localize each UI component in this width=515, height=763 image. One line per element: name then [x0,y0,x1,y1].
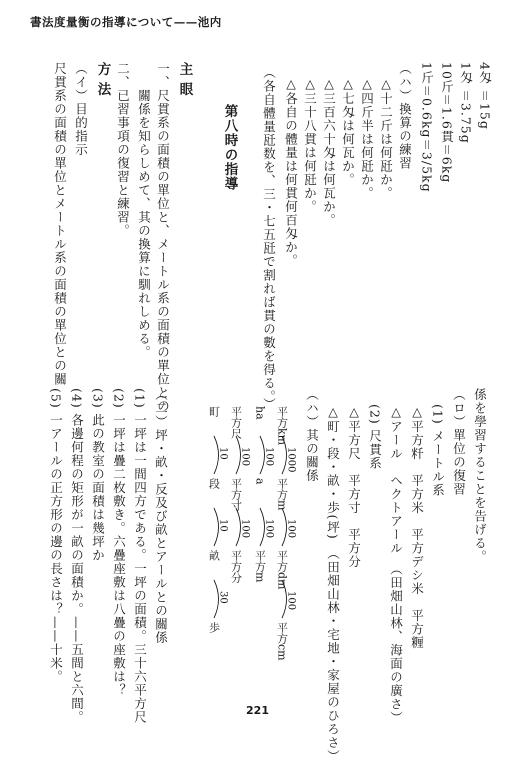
page-number: 221 [246,704,269,717]
diagram-unit-row1-1: 平方m [275,478,289,511]
exercise-5: △三十八貫は何瓩か。 [302,76,318,214]
text-column-1: 4匁 ＝15g [477,62,493,130]
metric-area-units: △アール ヘクトアール （田畑山林、海面の廣さ） [388,404,404,725]
shakkan-land-units: △町・段・畝・歩(坪) （田畑山林・宅地・家屋のひろさ） [325,404,341,763]
diagram-factor-row4-0: 10 [217,447,229,460]
diagram-unit-row4-1: 段 [207,478,221,489]
diagram-unit-row1-2: 平方dm [275,550,289,590]
diagram-factor-row3-0: 100 [239,447,251,467]
diagram-unit-row3-2: 平方分 [229,550,243,583]
running-header: 書法度量衡の指導について——池内 [30,15,222,29]
diagram-unit-row2-0: ha [253,406,267,420]
unit-conversion-diagram [204,400,299,680]
diagram-factor-row4-1: 10 [217,519,229,532]
relation-heading: （ハ）其の關係 [304,388,320,483]
diagram-factor-row4-2: 30 [217,591,229,604]
metric-units: △平方粁 平方米 平方デシ米 平方糎 [409,404,425,650]
diagram-factor-row2-1: 100 [263,519,275,539]
exercise-1: △十二斤は何瓩か。 [378,76,394,200]
diagram-unit-row1-3: 平方cm [275,622,289,661]
diagram-unit-row4-0: 町 [207,406,221,417]
aim-1-cont: 關係を知らしめて、其の換算に馴れしめる。 [136,62,152,359]
purpose-text: 尺貫系の面積の單位とメートル系の面積の單位との關 [52,62,68,386]
aim-1: 一、尺貫系の面積の單位と、メートル系の面積の單位との [155,62,171,413]
diagram-unit-row3-1: 平方寸 [229,478,243,511]
diagram-unit-row2-2: 平方m [253,550,267,583]
diagram-factor-row3-1: 100 [239,519,251,539]
tsubo-5: (5) 一アールの正方形の邊の長さは？——十米。 [48,388,64,684]
text-column-4: 1斤＝0.6kg＝3/5kg [419,62,435,193]
diagram-unit-row1-0: 平方km [275,406,289,446]
text-column-2: 1匁 ＝3.75g [458,62,474,144]
text-column-3: 10斤＝1.6貫＝6kg [439,62,455,184]
unit-review-heading: （ロ）單位の復習 [451,388,467,496]
section-heading-kanzan: （ハ）換算の練習 [397,62,413,170]
exercise-3: △七匁は何瓦か。 [340,76,356,187]
metric-heading: (1) メートル系 [430,404,446,498]
heading-hoho: 方 法 [94,62,111,97]
diagram-unit-row4-3: 歩 [207,622,221,633]
tsubo-heading: （二）坪・畝・反及び畝とアールとの關係 [153,388,169,645]
diagram-factor-row2-0: 100 [263,447,275,467]
shakkan-units: △平方尺 平方寸 平方分 [346,404,362,569]
diagram-factor-row1-2: 100 [285,591,297,611]
exercise-4: △三百六十匁は何瓦か。 [321,76,337,227]
diagram-unit-row4-2: 畝 [207,550,221,561]
tsubo-2: (2) 一坪は疊二枚敷き。六疊座敷は八疊の座敷は？ [111,388,127,698]
heading-shugan: 主 眼 [176,62,193,97]
tsubo-3: (3) 此の教室の面積は幾坪か [90,388,106,563]
diagram-unit-row3-0: 平方尺 [229,406,243,439]
tsubo-4: (4) 各邊何程の矩形が一畝の面積か。——五間と六間。 [69,388,85,725]
diagram-factor-row1-0: 1000 [285,447,297,473]
purpose-heading: （イ）目的指示 [73,62,89,157]
tsubo-1: (1) 一坪は一間四方である。一坪の面積。三十六平方尺 [132,388,148,725]
exercise-2: △四斤半は何瓩か。 [359,76,375,200]
exercise-6: △各自の體量は何貫何百匁か。 [283,76,299,268]
note-paren: （各自體量瓩数を、三・七五瓩で割れば貫の數を得る。） [261,66,277,411]
diagram-unit-row2-1: a [253,478,267,485]
text-column-cont: 係を學習することを告げる。 [472,388,488,564]
aim-2: 二、已習事項の復習と練習。 [115,62,131,238]
lesson-title: 第八時の指導 [221,104,238,191]
diagram-factor-row1-1: 100 [285,519,297,539]
shakkan-heading: (2) 尺貫系 [367,404,383,471]
